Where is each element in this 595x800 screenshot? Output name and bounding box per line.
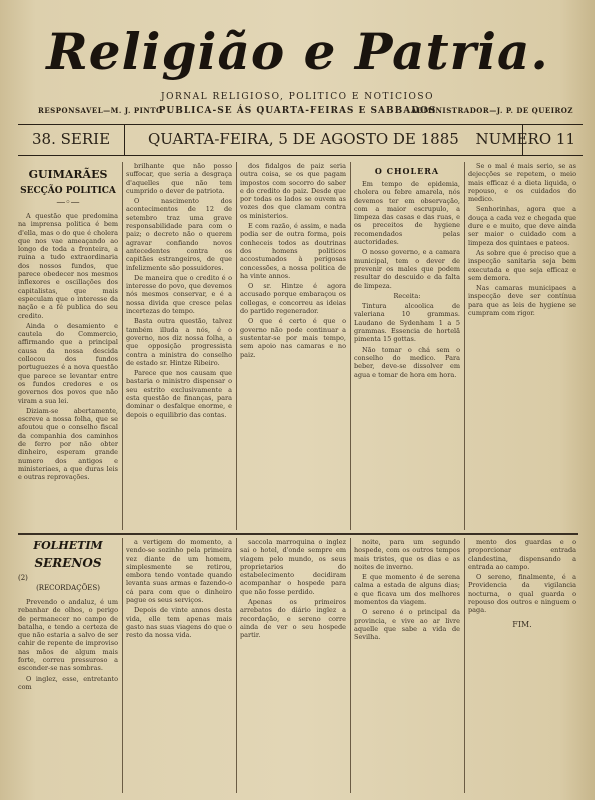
paragraph: Apenas os primeiros arrebatos do diário inglez a recordação, e sereno corre ainda de ver o seu hospede partir.: [240, 598, 346, 640]
paragraph: O sr. Hintze é agora accusado porque embaraçou os collegas, e concorreu as ideias do partido regenerador.: [240, 282, 346, 316]
folhetim-column-5: [468, 538, 576, 793]
section-heading-guimaraes: GUIMARÃES: [28, 168, 108, 181]
issue-number: NUMERO 11: [475, 130, 575, 148]
paragraph: De maneira que o credito é o interesse do povo, que devemos nós mesmos conservar, e é a nossa divida que cresce pelas incertezas do tempo.: [126, 273, 232, 316]
paragraph: Depois de vinte annos desta vida, elle tem apenas mais gasto nas suas viagens do que o resto da nossa vida.: [126, 606, 232, 640]
ornament: —◦—: [56, 198, 80, 208]
paragraph: Em tempo de epidemia, cholera ou febre amarela, nós devemos ter em observação, com a maior escrupulo, a limpeza das casas e das ruas, e os preceitos de hygiene recomendados pelas auctoridades.: [354, 180, 460, 247]
paragraph: saccola marroquina o inglez sai o hotel, d'onde sempre em viagem pelo mundo, os seus proprietarios do estabelecimento decidiram acompanhar o hospede para que não fosse perdido.: [240, 538, 346, 596]
column-rule: [236, 538, 237, 793]
paragraph: dos fidalgos de paiz seria outra coisa, se os que pagam impostos com socorro do saber e do credito do paiz. Desde que por todas os lados se ouvem as vozes dos que clamam contra os ministerios.: [240, 162, 346, 220]
column-2: [126, 162, 232, 527]
paragraph: Ainda o desamiento e cautela do Commercio, affirmando que a principal causa da nossa descida collocou dos fundos portuguezes é a nova questão que parece se levantar entre os fundos credores e os governos dos povos que não viram a sua lei.: [18, 321, 118, 405]
column-rule: [122, 162, 123, 530]
paragraph: Receita:: [393, 291, 421, 300]
paragraph: O nosso governo, e a camara municipal, tem o dever de prevenir os males que podem resultar do descuido e da falta de limpeza.: [354, 248, 460, 290]
column-rule: [236, 162, 237, 530]
folhetim-number: (2): [18, 574, 28, 582]
serie-label: 38. SERIE: [32, 130, 111, 148]
paragraph: A questão que predomina na imprensa politica é bem d'ella, mas o do que é cholera que nos vae ameaçando ao longo de toda a fronteira, a ruina a tudo extraordinaria dos nossos fundos, que parece obedecer nos mesmos inflexores e oscillações dos capitalistas, que mais especulam que o interesse da nação e a fé publica do seu credito.: [18, 212, 118, 320]
masthead: [0, 0, 595, 160]
paragraph: E que momento é de serena calma a estada de alguns dias; e que ficava um dos melhores momentos da viagem.: [354, 573, 460, 607]
paragraph: E com razão, é assim, e nada podia ser de outra forma, pois conheceis todos as doutrinas dos homens politicos accostumados à perigosas concessões, a nossa politica de ha vinte annos.: [240, 222, 346, 280]
paragraph: brilhante que não posso suffocar, que seria a desgraça d'aquelles que não tem cumprido o dever de patriota.: [126, 162, 232, 195]
column-4: [354, 180, 460, 527]
paragraph: O sereno é o principal da provincia, e vive ao ar livre aquelle que sabe a vida de Sevilha.: [354, 608, 460, 642]
administrador-line: ADMINISTRADOR—J. P. DE QUEIROZ: [411, 106, 573, 115]
folhetim-column-1: [18, 598, 118, 793]
folhetim-column-2: [126, 538, 232, 793]
column-3: [240, 162, 346, 527]
paragraph: Diziam-se abertamente, escreve a nossa folha, que se afoutou que o conselho fiscal da companhia dos caminhos de ferro por não obter dinheiro, esperam grande numero dos antigos e ministeriaes, a que duras leis e outras reprovações.: [18, 406, 118, 482]
dateline-divider: [124, 125, 125, 155]
paragraph: Tintura alcoolica de valeriana 10 grammas. Laudano de Sydenham 1 a 5 grammas. Essencia de hortelã pimenta 15 gottas.: [354, 302, 460, 344]
column-rule: [350, 538, 351, 793]
newspaper-subtitle: JORNAL RELIGIOSO, POLITICO E NOTICIOSO: [161, 92, 434, 102]
paragraph: Senhorinhas, agora que a douça a cada vez e chegada que dure e e muito, que deve ainda ser maior o cuidado com a limpeza dos quintaes e pateos.: [468, 205, 576, 247]
dateline: [18, 124, 583, 156]
paragraph: O que é certo é que o governo não pode continuar a sustentar-se por mais tempo, sem apoio nas camaras e no paiz.: [240, 317, 346, 359]
column-rule: [464, 162, 465, 530]
newspaper-title: Religião e Patria.: [46, 22, 549, 81]
issue-date: QUARTA-FEIRA, 5 DE AGOSTO DE 1885: [148, 130, 459, 148]
folhetim-end: FIM.: [512, 619, 532, 629]
section-heading-cholera: O CHOLERA: [374, 166, 440, 176]
folhetim-heading: FOLHETIM: [33, 539, 103, 552]
paragraph: O sereno, finalmente, é a Providencia da vigilancia nocturna, o qual guarda o repouso dos outros e ninguem o paga.: [468, 573, 576, 615]
paragraph: O nascimento dos acontecimentos de 12 de setembro traz uma grave responsabilidade para com o paiz; o decreto não o querem agravar confiando novos antecedentes contra os capitães estrangeiros, de que infelizmente são possuidores.: [126, 197, 232, 272]
paragraph: Prevendo o andaluz, é um rebanhar de olhos, o perigo de permanecer no campo de batalha, e tendo a certeza de que não estaria a salvo de ser cahir de repente de improviso nas mãos de algum mais forte, correu pressuroso a esconder-se nas sombras.: [18, 598, 118, 673]
column-5: [468, 162, 576, 527]
folhetim-title: SERENOS: [34, 556, 102, 570]
paragraph: mento dos guardas e o proporcionar entrada clandestina, dispensando a entrada ao campo.: [468, 538, 576, 571]
paragraph: As sobre que é preciso que a inspecção sanitaria seja bem executada e que seja efficaz e sem demora.: [468, 248, 576, 282]
column-rule: [350, 162, 351, 530]
column-rule: [464, 538, 465, 793]
column-1: [18, 212, 118, 522]
paragraph: Parece que nos causam que bastaria o ministro dispensar o seu estrito exclusivamente a esta questão de finanças, para dominar o desfalque enorme, e depois o equilibrio das contas.: [126, 369, 232, 419]
folhetim-column-4: [354, 538, 460, 793]
paragraph: Nas camaras municipaes a inspecção deve ser contínua para que as leis de hygiene se cumpram com rigor.: [468, 284, 576, 318]
paragraph: a vertigem do momento, a vendo-se sozinho pela primeira vez diante de um homem, simplesmente se retirou, embora tendo vontade quando levanta suas armas e fazendo-o cá para com que o dinheiro pague os seus serviços.: [126, 538, 232, 605]
folhetim-column-3: [240, 538, 346, 793]
column-rule: [122, 538, 123, 793]
responsavel-line: RESPONSAVEL—M. J. PINTO: [38, 106, 163, 115]
paragraph: Se o mal é mais serio, se as dejecções se repetem, o meio mais efficaz é a dieta liquida, o repouso, e os cuidados do medico.: [468, 162, 576, 204]
section-heading-politica: SECÇÃO POLITICA: [20, 186, 116, 196]
paragraph: Não tomar o chá sem o conselho do medico. Para beber, deve-se dissolver em agua e tomar de hora em hora.: [354, 345, 460, 379]
folhetim-subtitle: (RECORDAÇÕES): [36, 584, 100, 592]
paragraph: noite, para um segundo hospede, com os outros tempos mais tristes, que os dias e as noites de inverno.: [354, 538, 460, 571]
paragraph: Basta outra questão, talvez também illuda a nós, é o governo, nos diz nossa folha, a que opposição progressista contra a ministra do conselho de estado sr. Hintze Ribeiro.: [126, 317, 232, 367]
paragraph: O inglez, esse, entretanto com: [18, 674, 118, 691]
publication-line: PUBLICA-SE ÁS QUARTA-FEIRAS E SABBADOS: [158, 106, 437, 116]
folhetim-rule: [18, 533, 578, 535]
